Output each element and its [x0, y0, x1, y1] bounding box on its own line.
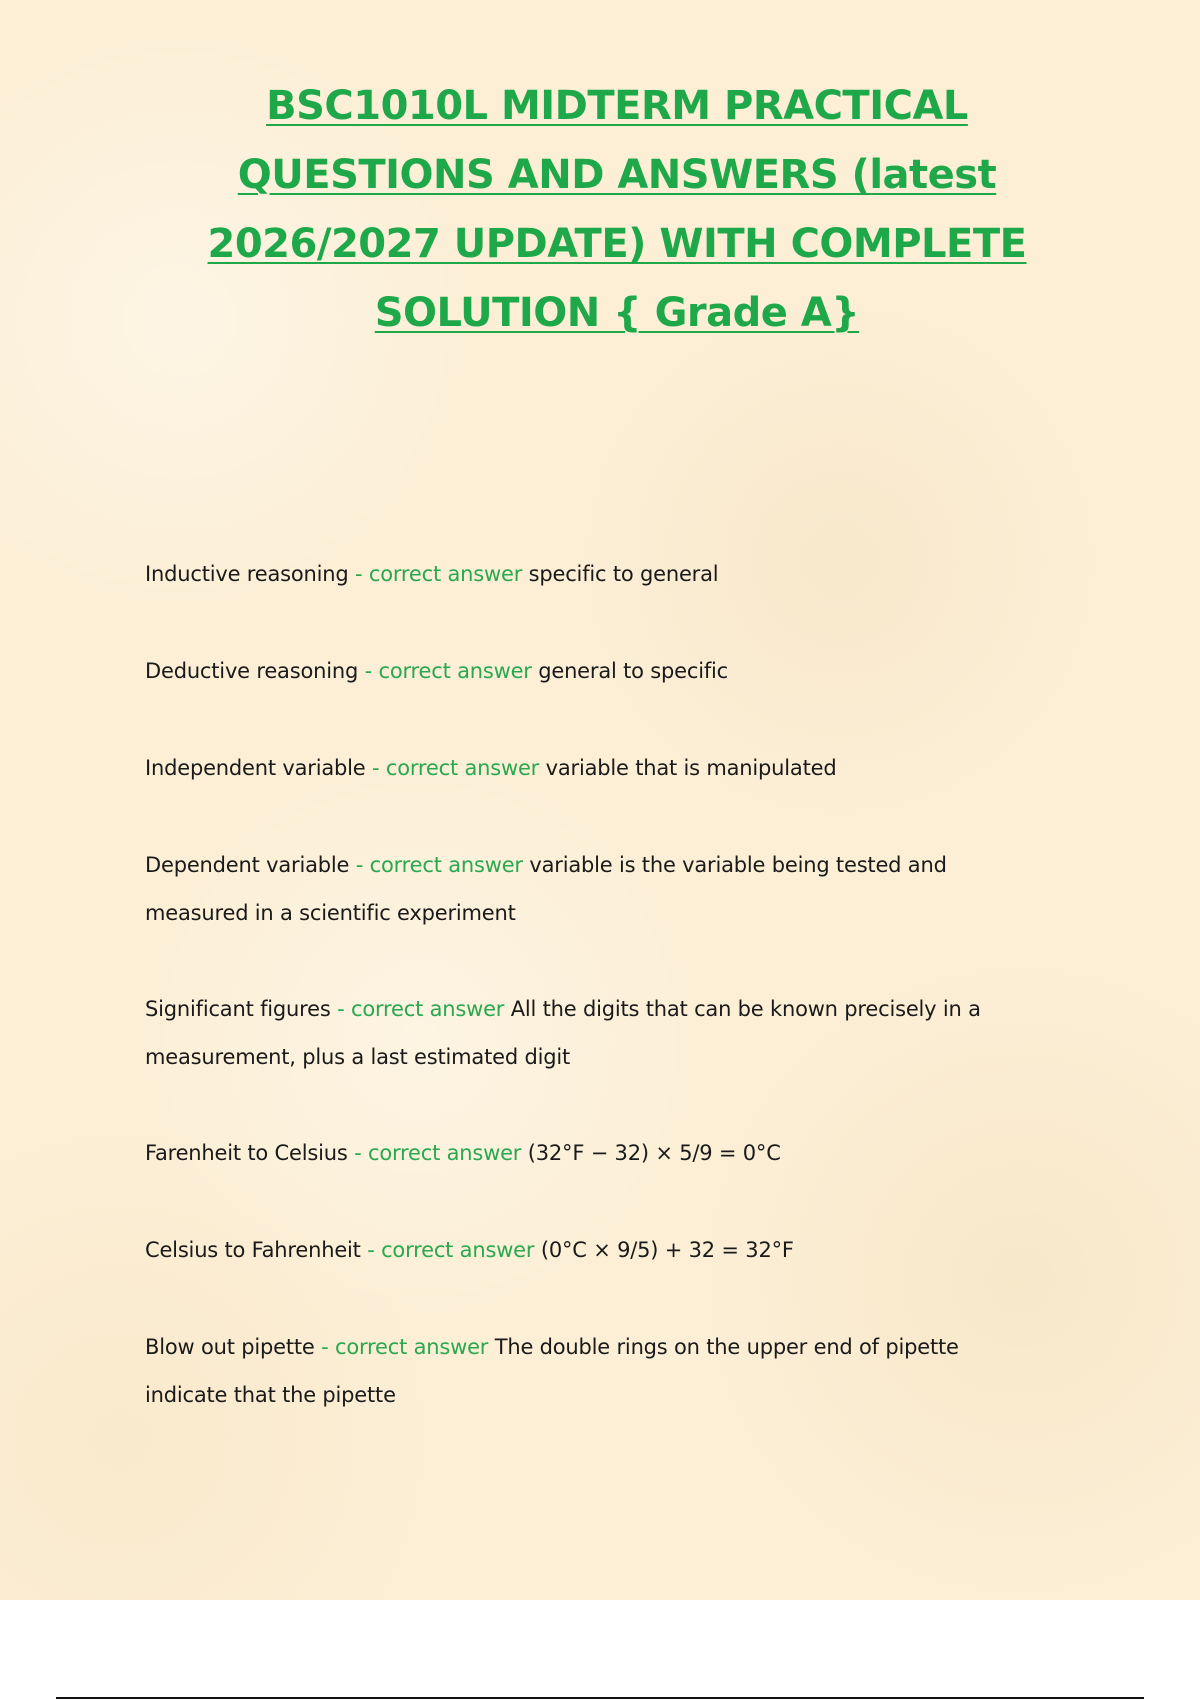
correct-answer-label: correct answer [334, 1335, 489, 1359]
correct-answer-label: correct answer [367, 1141, 522, 1165]
correct-answer-label: correct answer [385, 756, 540, 780]
qa-answer: All the digits that can be known precisely in a measurement, plus a last estimated digit [145, 997, 981, 1069]
qa-answer: variable that is manipulated [545, 756, 837, 780]
correct-answer-label: correct answer [381, 1238, 535, 1262]
qa-term: Independent variable [145, 756, 366, 780]
qa-separator: - [354, 1141, 362, 1165]
footer-divider [56, 1697, 1144, 1699]
qa-answer: general to specific [538, 659, 729, 683]
qa-separator: - [355, 562, 363, 586]
qa-term: Inductive reasoning [145, 562, 349, 586]
correct-answer-label: correct answer [378, 659, 532, 683]
qa-answer: The double rings on the upper end of pipette indicate that the pipette [145, 1335, 959, 1407]
qa-answer: specific to general [528, 562, 719, 586]
document-title: BSC1010L MIDTERM PRACTICAL QUESTIONS AND ANSWERS (latest 2026/2027 UPDATE) WITH COMPLETE SOLUTION { Grade A} [207, 83, 1027, 336]
qa-item-deductive-reasoning [145, 647, 1045, 695]
qa-item-farenheit-to-celsius [145, 1129, 1045, 1177]
qa-separator: - [364, 659, 372, 683]
qa-item-independent-variable [145, 744, 1045, 792]
qa-answer: variable is the variable being tested and measured in a scientific experiment [145, 853, 947, 925]
qa-item-significant-figures [145, 985, 1045, 1081]
qa-separator: - [337, 997, 345, 1021]
qa-term: Deductive reasoning [145, 659, 359, 683]
qa-item-inductive-reasoning [145, 550, 1045, 598]
qa-term: Dependent variable [145, 853, 350, 877]
qa-list [145, 550, 1045, 1467]
correct-answer-label: correct answer [368, 562, 523, 586]
qa-item-celsius-to-fahrenheit [145, 1226, 1045, 1274]
qa-separator: - [355, 853, 364, 877]
qa-separator: - [371, 756, 380, 780]
qa-item-blow-out-pipette [145, 1323, 1045, 1419]
qa-item-dependent-variable [145, 841, 1045, 937]
qa-answer: (0°C × 9/5) + 32 = 32°F [540, 1238, 794, 1262]
qa-term: Farenheit to Celsius [145, 1141, 348, 1165]
qa-term: Celsius to Fahrenheit [145, 1238, 361, 1262]
qa-separator: - [321, 1335, 329, 1359]
qa-separator: - [367, 1238, 375, 1262]
qa-term: Blow out pipette [145, 1335, 315, 1359]
correct-answer-label: correct answer [369, 853, 523, 877]
qa-answer: (32°F − 32) × 5/9 = 0°C [527, 1141, 781, 1165]
correct-answer-label: correct answer [350, 997, 505, 1021]
qa-term: Significant figures [145, 997, 331, 1021]
